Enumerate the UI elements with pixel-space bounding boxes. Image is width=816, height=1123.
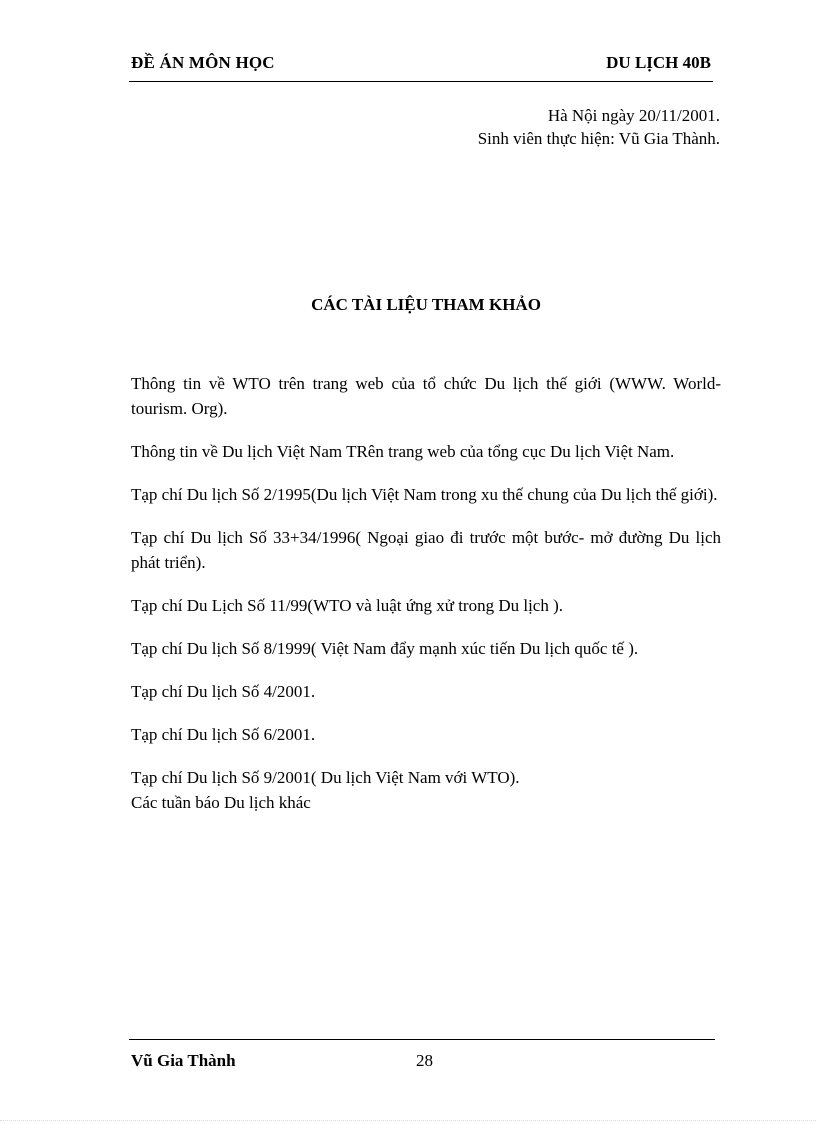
reference-item: Tạp chí Du lịch Số 4/2001. [131, 682, 316, 701]
reference-item: Tạp chí Du lịch Số 6/2001. [131, 725, 316, 744]
footer-divider [129, 1039, 715, 1040]
reference-list [131, 371, 721, 833]
footer-author: Vũ Gia Thành [131, 1051, 236, 1070]
reference-item: Tạp chí Du lịch Số 8/1999( Việt Nam đẩy mạnh xúc tiến Du lịch quốc tế ). [131, 639, 639, 658]
author-line: Sinh viên thực hiện: Vũ Gia Thành. [477, 129, 720, 148]
reference-item: Tạp chí Du lịch Số 2/1995(Du lịch Việt Nam trong xu thế chung của Du lịch thế giới). [131, 485, 718, 504]
header-class-label: DU LỊCH 40B [606, 53, 711, 72]
reference-item: Tạp chí Du Lịch Số 11/99(WTO và luật ứng xử trong Du lịch ). [131, 596, 564, 615]
reference-item: Tạp chí Du lịch Số 9/2001( Du lịch Việt Nam với WTO). [131, 768, 520, 787]
reference-item: Tạp chí Du lịch Số 33+34/1996( Ngoại giao đi trước một bước- mở đường Du lịch phát triển). [131, 528, 721, 572]
reference-item: Thông tin về WTO trên trang web của tổ chức Du lịch thế giới (WWW. World- tourism. Org). [131, 374, 721, 418]
page-bottom-border [0, 1120, 816, 1121]
page-header [131, 53, 711, 77]
page-title: CÁC TÀI LIỆU THAM KHẢO [311, 295, 541, 314]
document-meta [478, 104, 720, 150]
reference-item: Thông tin về Du lịch Việt Nam TRên trang web của tổng cục Du lịch Việt Nam. [131, 442, 675, 461]
reference-item: Các tuần báo Du lịch khác [131, 793, 311, 812]
date-line: Hà Nội ngày 20/11/2001. [547, 106, 720, 125]
page-number: 28 [416, 1051, 433, 1070]
header-course-title: ĐỀ ÁN MÔN HỌC [131, 53, 275, 72]
header-divider [129, 81, 713, 82]
